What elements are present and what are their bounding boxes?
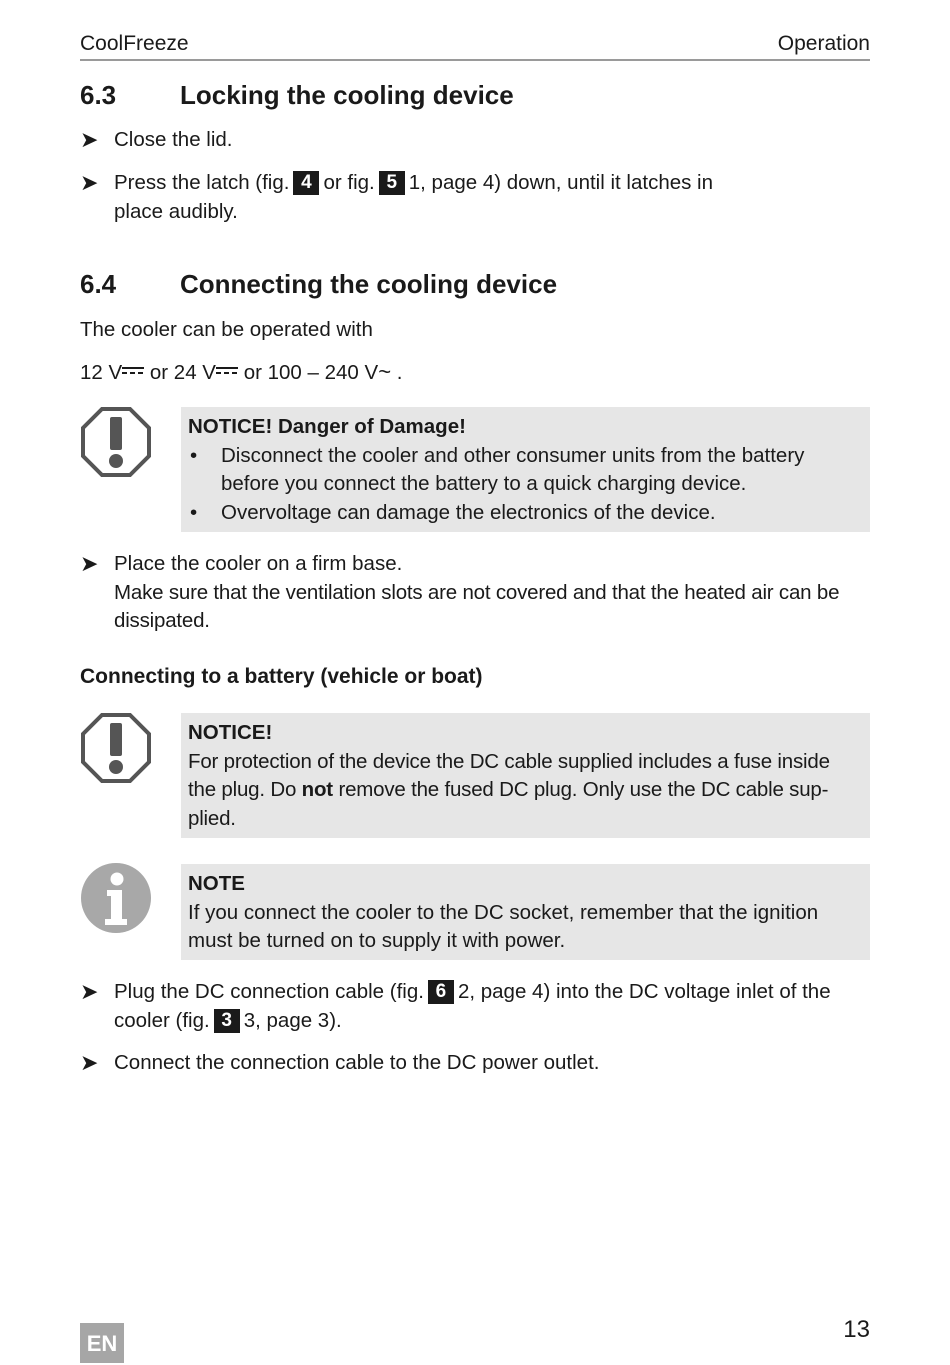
notice-text-emphasis: not	[301, 778, 333, 801]
step-text	[114, 978, 870, 1035]
language-badge: EN	[80, 1323, 124, 1363]
list-item	[188, 442, 862, 499]
section-6-4-heading	[80, 269, 557, 300]
figure-badge: 5	[379, 171, 405, 195]
step-close-lid	[80, 126, 870, 155]
voltage-line-end: .	[396, 361, 403, 384]
list-item-text: Overvoltage can damage the electronics of the device.	[221, 500, 716, 524]
notice-title: NOTICE!	[188, 721, 273, 744]
section-6-3-heading	[80, 80, 514, 111]
note-box	[181, 864, 870, 960]
info-circle-icon	[80, 862, 152, 934]
voltage-ac: or 100 – 240 V	[243, 361, 379, 384]
header-product-name: CoolFreeze	[80, 32, 189, 55]
notice-title: NOTICE! Danger of Damage!	[188, 415, 466, 438]
ac-symbol-icon: ~	[378, 359, 392, 384]
step-text-part: Press the latch (fig.	[114, 171, 290, 194]
arrow-icon: ➤	[80, 170, 99, 195]
note-text: If you connect the cooler to the DC socket, remember that the ignition must be turned on to supply it with power.	[188, 900, 819, 952]
step-text-part: Place the cooler on a firm base.	[114, 552, 403, 575]
exclamation-octagon-icon	[80, 406, 152, 478]
arrow-icon: ➤	[80, 551, 99, 576]
exclamation-octagon-icon	[80, 712, 152, 784]
step-text	[114, 550, 870, 636]
step-text-part: 3, page 3).	[243, 1008, 342, 1032]
section-title-text: Locking the cooling device	[180, 80, 514, 110]
section-number: 6.3	[80, 80, 117, 110]
step-text-part: place audibly.	[114, 199, 238, 223]
step-connect-cable	[80, 1049, 870, 1078]
notice-fuse-box	[181, 713, 870, 838]
notice-list	[188, 442, 862, 528]
voltage-12v: 12 V	[80, 361, 123, 384]
note-title: NOTE	[188, 872, 245, 895]
bullet-icon: •	[190, 500, 198, 524]
step-text-part: 2, page 4) into the DC voltage inlet of the cooler (fig.	[114, 980, 831, 1032]
notice-text-part: remove the fused DC plug. Only use the DC cable sup-plied.	[188, 778, 829, 830]
operation-intro: The cooler can be operated with	[80, 318, 373, 341]
bullet-icon: •	[190, 443, 198, 467]
figure-badge: 4	[293, 171, 319, 195]
header-chapter-name: Operation	[777, 32, 870, 55]
page-number: 13	[843, 1316, 870, 1343]
section-title-text: Connecting the cooling device	[180, 269, 558, 299]
figure-badge: 6	[428, 980, 454, 1004]
dc-symbol-icon	[122, 364, 144, 378]
list-item	[188, 499, 862, 528]
voltage-24v: or 24 V	[149, 361, 216, 384]
step-text-part: Plug the DC connection cable (fig.	[114, 980, 424, 1003]
arrow-icon: ➤	[80, 127, 99, 152]
arrow-icon: ➤	[80, 1050, 99, 1075]
dc-symbol-icon	[216, 364, 238, 378]
notice-text-part: For protection of the device the DC cable supplied includes a fuse inside the plug. Do	[188, 749, 830, 801]
figure-badge: 3	[214, 1009, 240, 1033]
voltage-line	[80, 358, 402, 387]
arrow-icon: ➤	[80, 979, 99, 1004]
step-plug-cable	[80, 978, 870, 1035]
step-press-latch	[80, 169, 870, 226]
section-number: 6.4	[80, 269, 117, 299]
step-text-part: or fig.	[323, 171, 375, 194]
step-text	[114, 169, 870, 226]
page-header	[80, 30, 870, 61]
step-place-cooler	[80, 550, 870, 636]
battery-subheading: Connecting to a battery (vehicle or boat)	[80, 665, 483, 688]
step-text-part: Make sure that the ventilation slots are not covered and that the heated air can be dissipated.	[114, 580, 840, 632]
step-text: Close the lid.	[114, 128, 233, 151]
notice-danger-box	[181, 407, 870, 532]
step-text: Connect the connection cable to the DC power outlet.	[114, 1051, 600, 1074]
notice-text	[188, 748, 862, 834]
list-item-text: Disconnect the cooler and other consumer units from the battery before you connect the battery to a quick charging device.	[221, 443, 805, 495]
step-text-part: 1, page 4) down, until it latches in	[408, 171, 714, 194]
